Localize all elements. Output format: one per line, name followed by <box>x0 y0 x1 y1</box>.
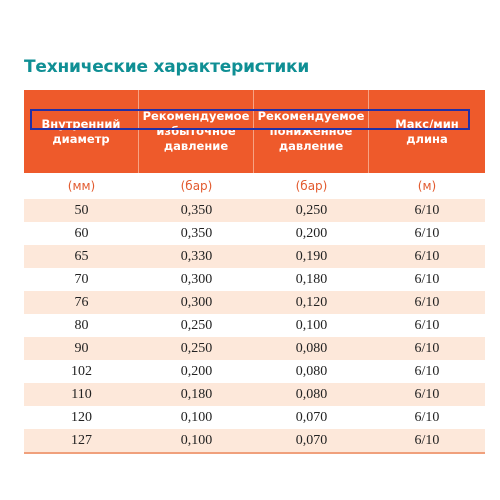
table-row[interactable] <box>24 222 485 245</box>
header-underpressure: Рекомендуемое пониженное давление <box>254 90 369 173</box>
table-cell: 0,080 <box>295 340 328 356</box>
table-cell: 0,300 <box>180 271 213 287</box>
table-cell: 0,250 <box>295 202 328 218</box>
table-row[interactable] <box>24 268 485 291</box>
table-cell: 102 <box>71 363 92 379</box>
table-cell: 60 <box>74 225 89 241</box>
table-cell: 0,190 <box>295 248 328 264</box>
table-row[interactable] <box>24 337 485 360</box>
table-cell: 0,250 <box>180 317 213 333</box>
table-cell: 0,180 <box>180 386 213 402</box>
table-row[interactable] <box>24 291 485 314</box>
table-cell: 65 <box>74 248 89 264</box>
unit-bar: (бар) <box>180 179 213 193</box>
table-cell: 110 <box>71 386 92 402</box>
table-cell: 6/10 <box>414 225 440 241</box>
table-cell: 0,330 <box>180 248 213 264</box>
specs-table <box>24 90 485 454</box>
header-length: Макс/мин длина <box>395 116 459 146</box>
table-cell: 0,080 <box>295 386 328 402</box>
table-cell: 90 <box>74 340 89 356</box>
table-cell: 6/10 <box>414 340 440 356</box>
table-cell: 0,250 <box>180 340 213 356</box>
table-cell: 0,200 <box>180 363 213 379</box>
table-cell: 6/10 <box>414 363 440 379</box>
table-row[interactable] <box>24 360 485 383</box>
header-overpressure: Рекомендуемое избыточное давление <box>139 90 254 173</box>
table-cell: 6/10 <box>414 248 440 264</box>
table-cell: 76 <box>74 294 89 310</box>
table-cell: 0,070 <box>295 409 328 425</box>
table-row[interactable] <box>24 383 485 406</box>
table-row[interactable] <box>24 406 485 429</box>
table-cell: 0,120 <box>295 294 328 310</box>
table-cell: 127 <box>71 432 92 448</box>
table-cell: 0,080 <box>295 363 328 379</box>
table-cell: 6/10 <box>414 202 440 218</box>
table-cell: 0,100 <box>295 317 328 333</box>
table-cell: 0,200 <box>295 225 328 241</box>
table-row[interactable] <box>24 314 485 337</box>
table-cell: 6/10 <box>414 386 440 402</box>
page-title: Технические характеристики <box>24 57 310 77</box>
table-cell: 0,350 <box>180 202 213 218</box>
table-cell: 0,180 <box>295 271 328 287</box>
table-cell: 6/10 <box>414 317 440 333</box>
table-cell: 0,300 <box>180 294 213 310</box>
table-cell: 6/10 <box>414 271 440 287</box>
table-cell: 120 <box>71 409 92 425</box>
unit-m: (м) <box>417 179 437 193</box>
table-cell: 80 <box>74 317 89 333</box>
table-cell: 0,100 <box>180 432 213 448</box>
table-cell: 0,070 <box>295 432 328 448</box>
table-cell: 6/10 <box>414 432 440 448</box>
table-cell: 6/10 <box>414 294 440 310</box>
unit-mm: (мм) <box>67 179 96 193</box>
table-row[interactable] <box>24 245 485 268</box>
table-cell: 0,100 <box>180 409 213 425</box>
table-body <box>24 199 485 452</box>
units-row <box>24 173 485 199</box>
table-header <box>24 90 485 173</box>
unit-bar: (бар) <box>295 179 328 193</box>
table-cell: 70 <box>74 271 89 287</box>
table-cell: 0,350 <box>180 225 213 241</box>
header-inner-diameter: Внутренний диаметр <box>24 90 139 173</box>
table-cell: 6/10 <box>414 409 440 425</box>
table-row[interactable] <box>24 199 485 222</box>
table-cell: 50 <box>74 202 89 218</box>
table-bottom-border <box>24 452 485 454</box>
table-row[interactable] <box>24 429 485 452</box>
